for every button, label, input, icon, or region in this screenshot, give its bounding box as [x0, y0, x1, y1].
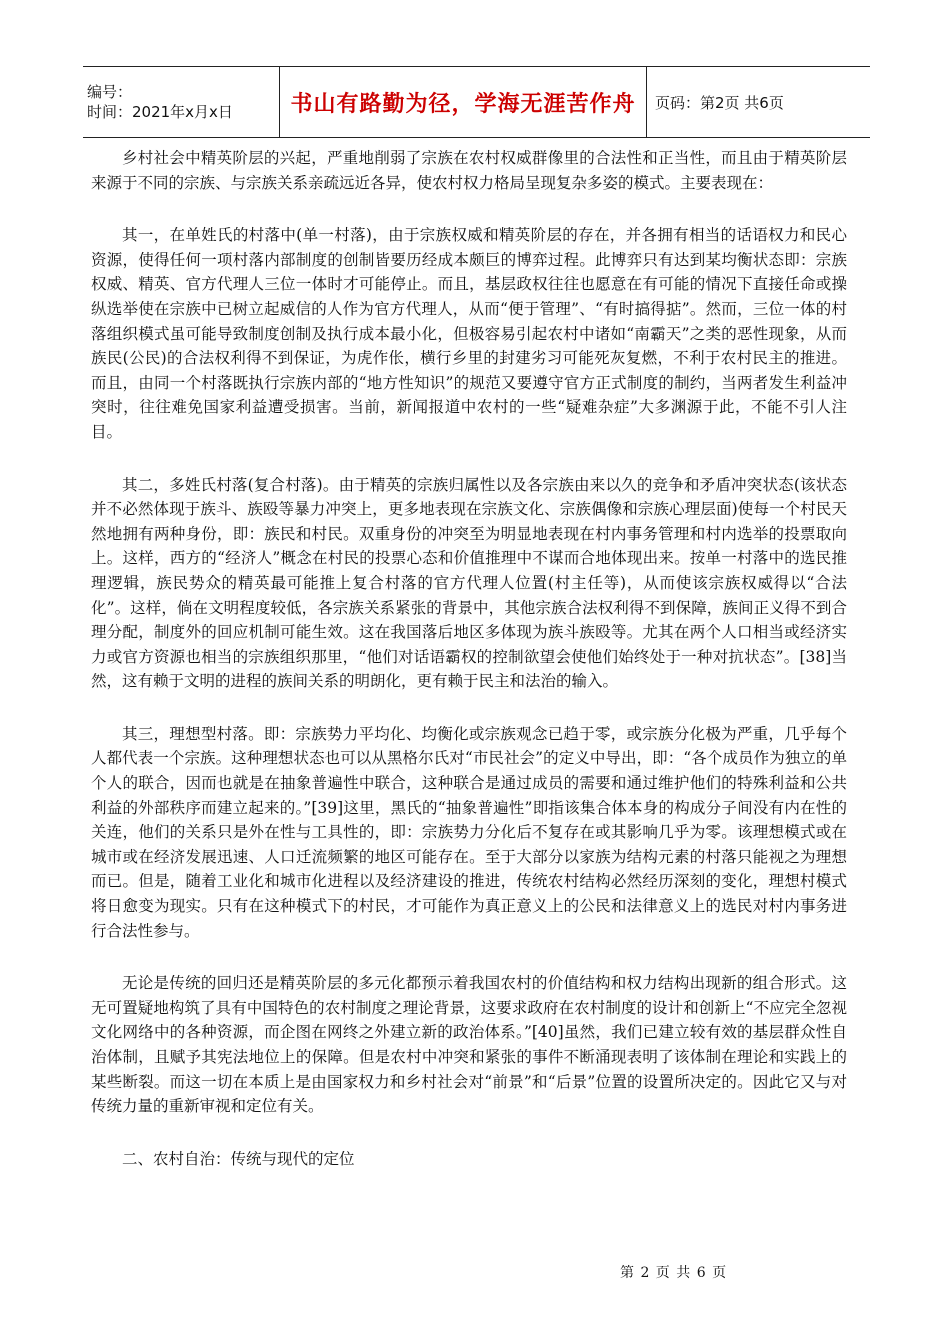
- section-heading: 二、农村自治：传统与现代的定位: [122, 1149, 355, 1168]
- page-footer: 第 2 页 共 6 页: [620, 1265, 728, 1281]
- document-body: [91, 146, 847, 1171]
- document-time: 时间：2021年x月x日: [87, 103, 233, 121]
- body-paragraph: 其三，理想型村落。即：宗族势力平均化、均衡化或宗族观念已趋于零，或宗族分化极为严重，几乎每个人都代表一个宗族。这种理想状态也可以从黑格尔氏对“市民社会”的定义中导出，即：“各个成员作为独立的单个人的联合，因而也就是在抽象普遍性中联合，这种联合是通过成员的需要和通过维护他们的特殊利益和公共利益的外部秩序而建立起来的。”[39]这里，黑氏的“抽象普遍性”即指该集合体本身的构成分子间没有内在性的关连，他们的关系只是外在性与工具性的，即：宗族势力分化后不复存在或其影响几乎为零。该理想模式或在城市或在经济发展迅速、人口迁流频繁的地区可能存在。至于大部分以家族为结构元素的村落只能视之为理想而已。但是，随着工业化和城市化进程以及经济建设的推进，传统农村结构必然经历深刻的变化，理想村模式将日愈变为现实。只有在这种模式下的村民，才可能作为真正意义上的公民和法律意义上的选民对村内事务进行合法性参与。: [91, 724, 847, 940]
- body-paragraph: 其二，多姓氏村落(复合村落)。由于精英的宗族归属性以及各宗族由来以久的竞争和矛盾冲突状态(该状态并不必然体现于族斗、族殴等暴力冲突上，更多地表现在宗族文化、宗族偶像和宗族心理层面)使每一个村民天然地拥有两种身份，即：族民和村民。双重身份的冲突至为明显地表现在村内事务管理和村内选举的投票取向上。这样，西方的“经济人”概念在村民的投票心态和价值推理中不谋而合地体现出来。按单一村落中的选民推理逻辑，族民势众的精英最可能推上复合村落的官方代理人位置(村主任等)，从而使该宗族权威得以“合法化”。这样，倘在文明程度较低，各宗族关系紧张的背景中，其他宗族合法权利得不到保障，族间正义得不到合理分配，制度外的回应机制可能生效。这在我国落后地区多体现为族斗族殴等。尤其在两个人口相当或经济实力或官方资源也相当的宗族组织那里，“他们对话语霸权的控制欲望会使他们始终处于一种对抗状态”。[38]当然，这有赖于文明的进程的族间关系的明朗化，更有赖于民主和法治的输入。: [91, 475, 847, 691]
- header-page-info: 页码：第2页 共6页: [647, 67, 871, 138]
- document-code-label: 编号：: [87, 83, 133, 101]
- header-meta: [83, 67, 280, 138]
- document-header: [83, 66, 870, 138]
- header-motto: 书山有路勤为径，学海无涯苦作舟: [280, 67, 647, 138]
- body-paragraph: 乡村社会中精英阶层的兴起，严重地削弱了宗族在农村权威群像里的合法性和正当性，而且由于精英阶层来源于不同的宗族、与宗族关系亲疏远近各异，使农村权力格局呈现复杂多姿的模式。主要表现在：: [91, 149, 847, 192]
- body-paragraph: 无论是传统的回归还是精英阶层的多元化都预示着我国农村的价值结构和权力结构出现新的组合形式。这无可置疑地构筑了具有中国特色的农村制度之理论背景，这要求政府在农村制度的设计和创新上“不应完全忽视文化网络中的各种资源，而企图在网终之外建立新的政治体系。”[40]虽然，我们已建立较有效的基层群众性自治体制，且赋予其宪法地位上的保障。但是农村中冲突和紧张的事件不断涌现表明了该体制在理论和实践上的某些断裂。而这一切在本质上是由国家权力和乡村社会对“前景”和“后景”位置的设置所决定的。因此它又与对传统力量的重新审视和定位有关。: [91, 974, 847, 1116]
- body-paragraph: 其一，在单姓氏的村落中(单一村落)，由于宗族权威和精英阶层的存在，并各拥有相当的话语权力和民心资源，使得任何一项村落内部制度的创制皆要历经成本颇巨的博弈过程。此博弈只有达到某均衡状态即：宗族权威、精英、官方代理人三位一体时才可能停止。而且，基层政权往往也愿意在有可能的情况下直接任命或操纵选举使在宗族中已树立起威信的人作为官方代理人，从而“便于管理”、“有时搞得掂”。然而，三位一体的村落组织模式虽可能导致制度创制及执行成本最小化，但极容易引起农村中诸如“南霸天”之类的恶性现象，从而族民(公民)的合法权利得不到保证，为虎作伥，横行乡里的封建劣习可能死灰复燃，不利于农村民主的推进。而且，由同一个村落既执行宗族内部的“地方性知识”的规范又要遵守官方正式制度的制约，当两者发生利益冲突时，往往难免国家利益遭受损害。当前，新闻报道中农村的一些“疑难杂症”大多渊源于此，不能不引人注目。: [91, 226, 847, 441]
